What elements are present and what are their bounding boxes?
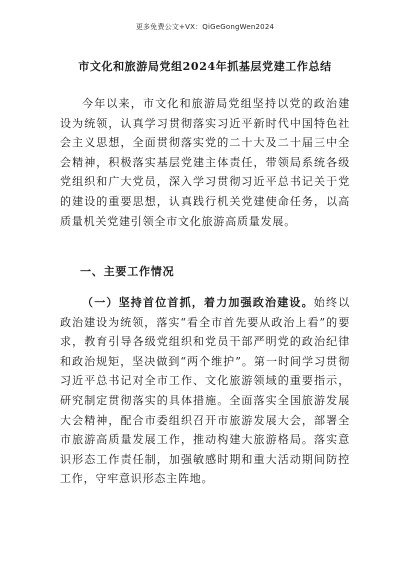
- header-note: 更多免费公文+VX：QiGeGongWen2024: [135, 23, 275, 31]
- paragraph-1: [60, 293, 350, 489]
- intro-paragraph: 今年以来，市文化和旅游局党组坚持以党的政治建设为统领，认真学习贯彻落实习近平新时代中国特色社会主义思想，全面贯彻落实党的二十大及二十届三中全会精神，积极落实基层党建主体责任，带领局系统各级党组织和广大党员，深入学习贯彻习近平总书记关于党的建设的重要思想，认真践行机关党建使命任务，以高质量机关党建引领全市文化旅游高质量发展。: [60, 97, 350, 228]
- document-title: 市文化和旅游局党组2024年抓基层党建工作总结: [78, 60, 332, 73]
- section-heading: 一、主要工作情况: [80, 265, 175, 278]
- paragraph-body: 始终以政治建设为统领，落实“看全市首先要从政治上看”的要求，教育引导各级党组织和党员干部严明党的政治纪律和政治规矩，坚决做到“两个维护”。第一时间学习贯彻习近平总书记对全市工作、文化旅游领域的重要指示，研究制定贯彻落实的具体措施。全面落实全国旅游发展大会精神，配合市委组织召开市旅游发展大会，部署全市旅游高质量发展工作，推动构建大旅游格局。落实意识形态工作责任制，加强敏感时期和重大活动期间防控工作，守牢意识形态主阵地。: [60, 296, 350, 486]
- paragraph-lead: （一）坚持首位首抓，着力加强政治建设。: [82, 296, 314, 309]
